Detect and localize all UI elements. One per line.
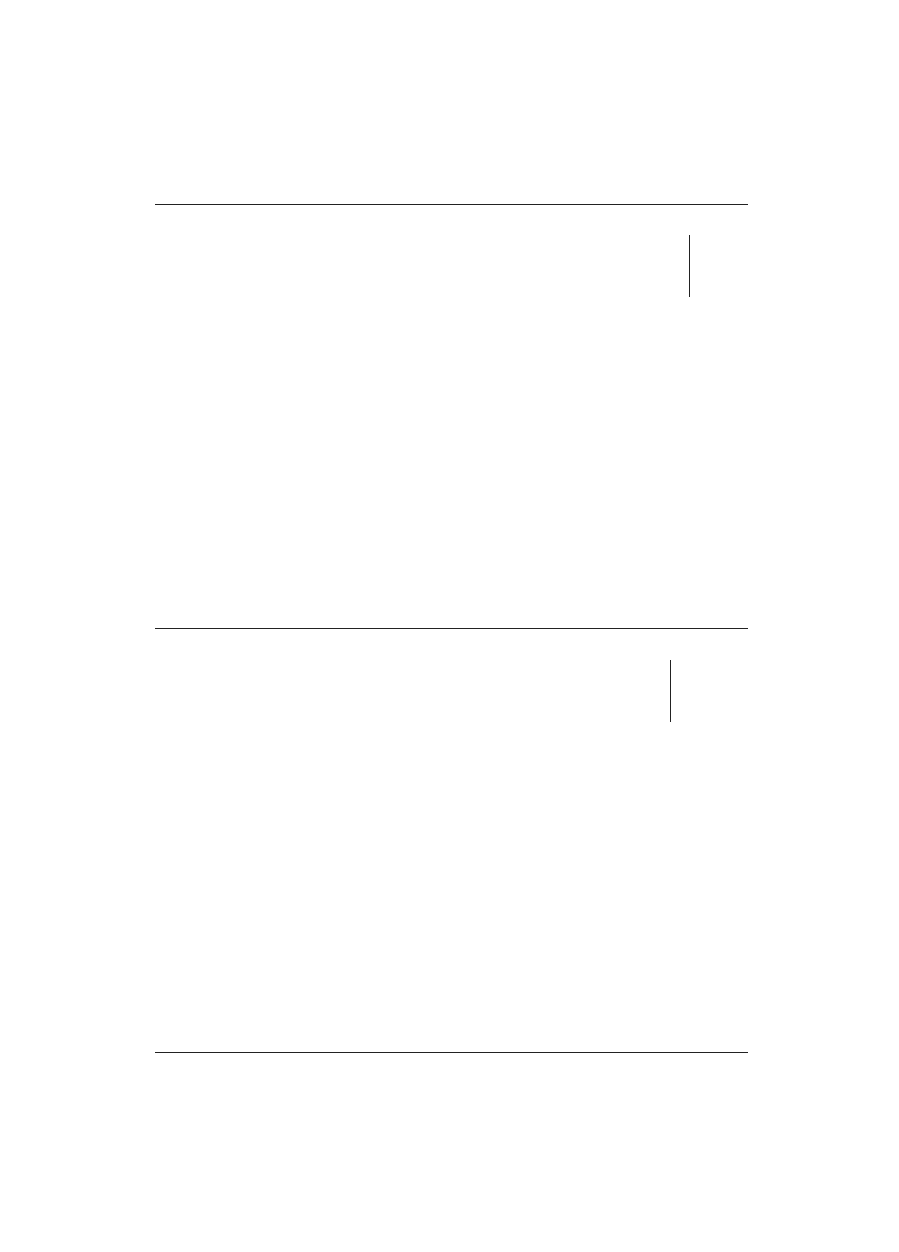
footnote-separator-bottom [670,660,671,722]
middle-rule [155,628,748,629]
bottom-rule [155,1052,748,1053]
footnote-separator-top [689,235,690,297]
top-rule [155,204,748,205]
